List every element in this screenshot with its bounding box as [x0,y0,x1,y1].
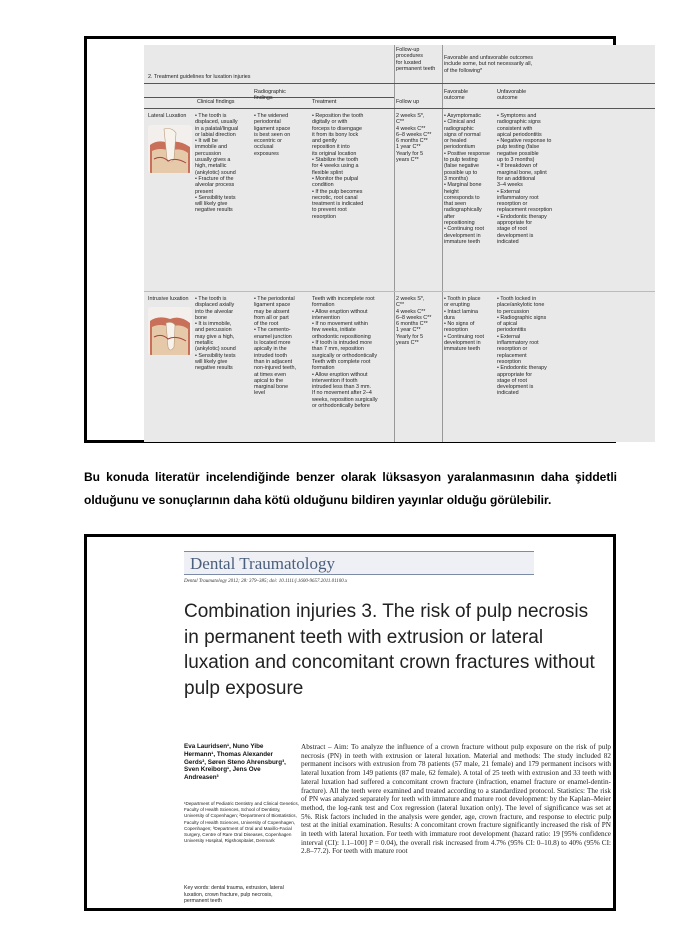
article-abstract: Abstract – Aim: To analyze the influence of a crown fracture without pulp exposure on the risk of pulp necrosis (PN) in teeth with extrusion or lateral luxation. Material and methods: The study included 82 permanent incisors with extrusion from 78 patients (57 male, 21 female) and 179 permanent incisors with lateral luxation from 149 patients (87 male, 62 female). A total of 25 teeth with extrusion and 33 teeth with lateral luxation had suffered a concomitant crown fracture (infraction, enamel fracture or enamel-dentin-fracture). All the teeth were examined and treated according to a standardized protocol. Statistics: The risk of PN was analyzed separately for teeth with immature and mature root development: by the Kaplan–Meier method, the log-rank test and Cox regression (lateral luxation only). The level of significance was set at 5%. Risk factors included in the analysis were gender, age, crown fracture, and response to electric pulp test at the initial examination. Results: A concomitant crown fracture significantly increased the risk of PN in teeth with lateral luxation. For teeth with immature root development (hazard ratio: 19 [95% confidence interval (CI): 1.1–100] P = 0.04), the overall risk increased from 4.7% (95% CI: 0–10.8) to 40% (95% CI: 2.8–77.2). For teeth with mature root [301,743,611,856]
article-authors: Eva Lauridsen¹, Nuno Yibe Hermann¹, Thomas Alexander Gerds², Søren Steno Ahrensburg³, Sven Kreiborg¹, Jens Ove Andreasen³ [184,743,286,782]
body-paragraph: Bu konuda literatür incelendiğinde benzer olarak lüksasyon yaralanmasının daha şiddetli olduğunu ve sonuçlarının daha kötü olduğunu bildiren yayınlar olduğu görülebilir. [84,470,617,507]
lateral-unfavorable-outcome: • Symptoms and radiographic signs consistent with apical periodontitis • Negative response to pulp testing (false negative possible up to 3 months) • If breakdown of marginal bone, splint for an additional 3–4 weeks • External inflammatory root resorption or replacement resorption • Endodontic therapy appropriate for stage of root development is indicated [497,113,553,245]
lateral-radiographic-findings: • The widened periodontal ligament space is best seen on eccentric or occlusal exposures [254,113,291,157]
lateral-favorable-outcome: • Asymptomatic • Clinical and radiographic signs of normal or healed periodontium • Positive response to pulp testing (false negative possible up to 3 months) • Marginal bone height corresponds to that seen radiographically after repositioning • Continuing root development in immature teeth [444,113,490,245]
article-title: Combination injuries 3. The risk of pulp necrosis in permanent teeth with extrusion or lateral luxation and concomitant crown fractures without pulp exposure [184,601,595,699]
header-treatment: Treatment [312,99,337,105]
intrusive-radiographic-findings: • The periodontal ligament space may be absent from all or part of the root • The cemento- enamel junction is located more apically in the intruded tooth than in adjacent non-injured teeth, at times even apical to the marginal bone level [254,296,296,397]
row-label-lateral-luxation: Lateral Luxation [148,113,187,119]
table-followup-header: Follow-up procedures for luxated permanent teeth [396,47,436,72]
intrusive-clinical-findings: • The tooth is displaced axially into the alveolar bone • It is immobile, and percussion may give a high, metallic (ankylotic) sound • Sensibility tests will likely give negative results [195,296,236,372]
article-affiliations: ¹Department of Pediatric Dentistry and Clinical Genetics, Faculty of Health Sciences, School of Dentistry, University of Copenhagen; ²Department of Biostatistics, Faculty of Health Sciences, University of Copenhagen, Copenhagen; ³Department of Oral and Maxillo-Facial Surgery, Centre of Rare Oral Diseases, Copenhagen University Hospital, Rigshospitalet, Denmark [184,801,299,844]
table-title: 2. Treatment guidelines for luxation injuries [148,74,251,80]
lateral-treatment: • Reposition the tooth digitally or with forceps to disengage it from its bony lock and gently reposition it into its original location • Stabilize the tooth for 4 weeks using a flexible splint • Monitor the pulpal condition • If the pulp becomes necrotic, root canal treatment is indicated to prevent root resorption [312,113,364,220]
intrusive-followup: 2 weeks S*, C** 4 weeks C** 6–8 weeks C** 6 months C** 1 year C** Yearly for 5 years C** [396,296,432,347]
header-favorable: Favorable outcome [444,89,468,102]
intrusive-treatment: Teeth with incomplete root formation • Allow eruption without intervention • If no movement within few weeks, initiate orthodontic repositioning • If tooth is intruded more than 7 mm, reposition surgically or orthodontically Teeth with complete root formation • Allow eruption without intervention if tooth intruded less than 3 mm. If no movement after 2–4 weeks, reposition surgically or orthodontically before [312,296,378,410]
table-outcomes-header: Favorable and unfavorable outcomes include some, but not necessarily all, of the following* [444,55,534,74]
intrusive-unfavorable-outcome: • Tooth locked in place/ankylotic tone to percussion • Radiographic signs of apical periodontitis • External inflammatory root resorption or replacement resorption • Endodontic therapy appropriate for stage of root development is indicated [497,296,547,397]
journal-article-figure [84,534,616,911]
journal-name: Dental Traumatology [184,551,534,575]
header-clinical: Clinical findings [197,99,235,105]
treatment-table-figure [84,36,616,443]
article-keywords: Key words: dental trauma, extrusion, lateral luxation, crown fracture, pulp necrosis, permanent teeth [184,885,284,905]
header-followup: Follow up [396,99,420,105]
lateral-clinical-findings: • The tooth is displaced, usually in a palatal/lingual or labial direction • It will be immobile and percussion usually gives a high, metallic (ankylotic) sound • Fracture of the alveolar process present • Sensibility tests will likely give negative results [195,113,239,214]
lateral-luxation-illustration [148,125,192,173]
lateral-followup: 2 weeks S*, C** 4 weeks C** 6–8 weeks C** 6 months C** 1 year C** Yearly for 5 years C** [396,113,432,164]
treatment-guidelines-table [144,45,655,442]
header-radiographic: Radiographic findings [254,89,286,102]
row-label-intrusive-luxation: Intrusive luxation [148,296,189,302]
intrusive-luxation-illustration [148,307,192,355]
journal-citation: Dental Traumatology 2012; 28: 379–385; doi: 10.1111/j.1600-9657.2011.01100.x [184,579,348,584]
intrusive-favorable-outcome: • Tooth in place or erupting • Intact lamina dura • No signs of resorption • Continuing root development in immature teeth [444,296,484,353]
header-unfavorable: Unfavorable outcome [497,89,527,102]
